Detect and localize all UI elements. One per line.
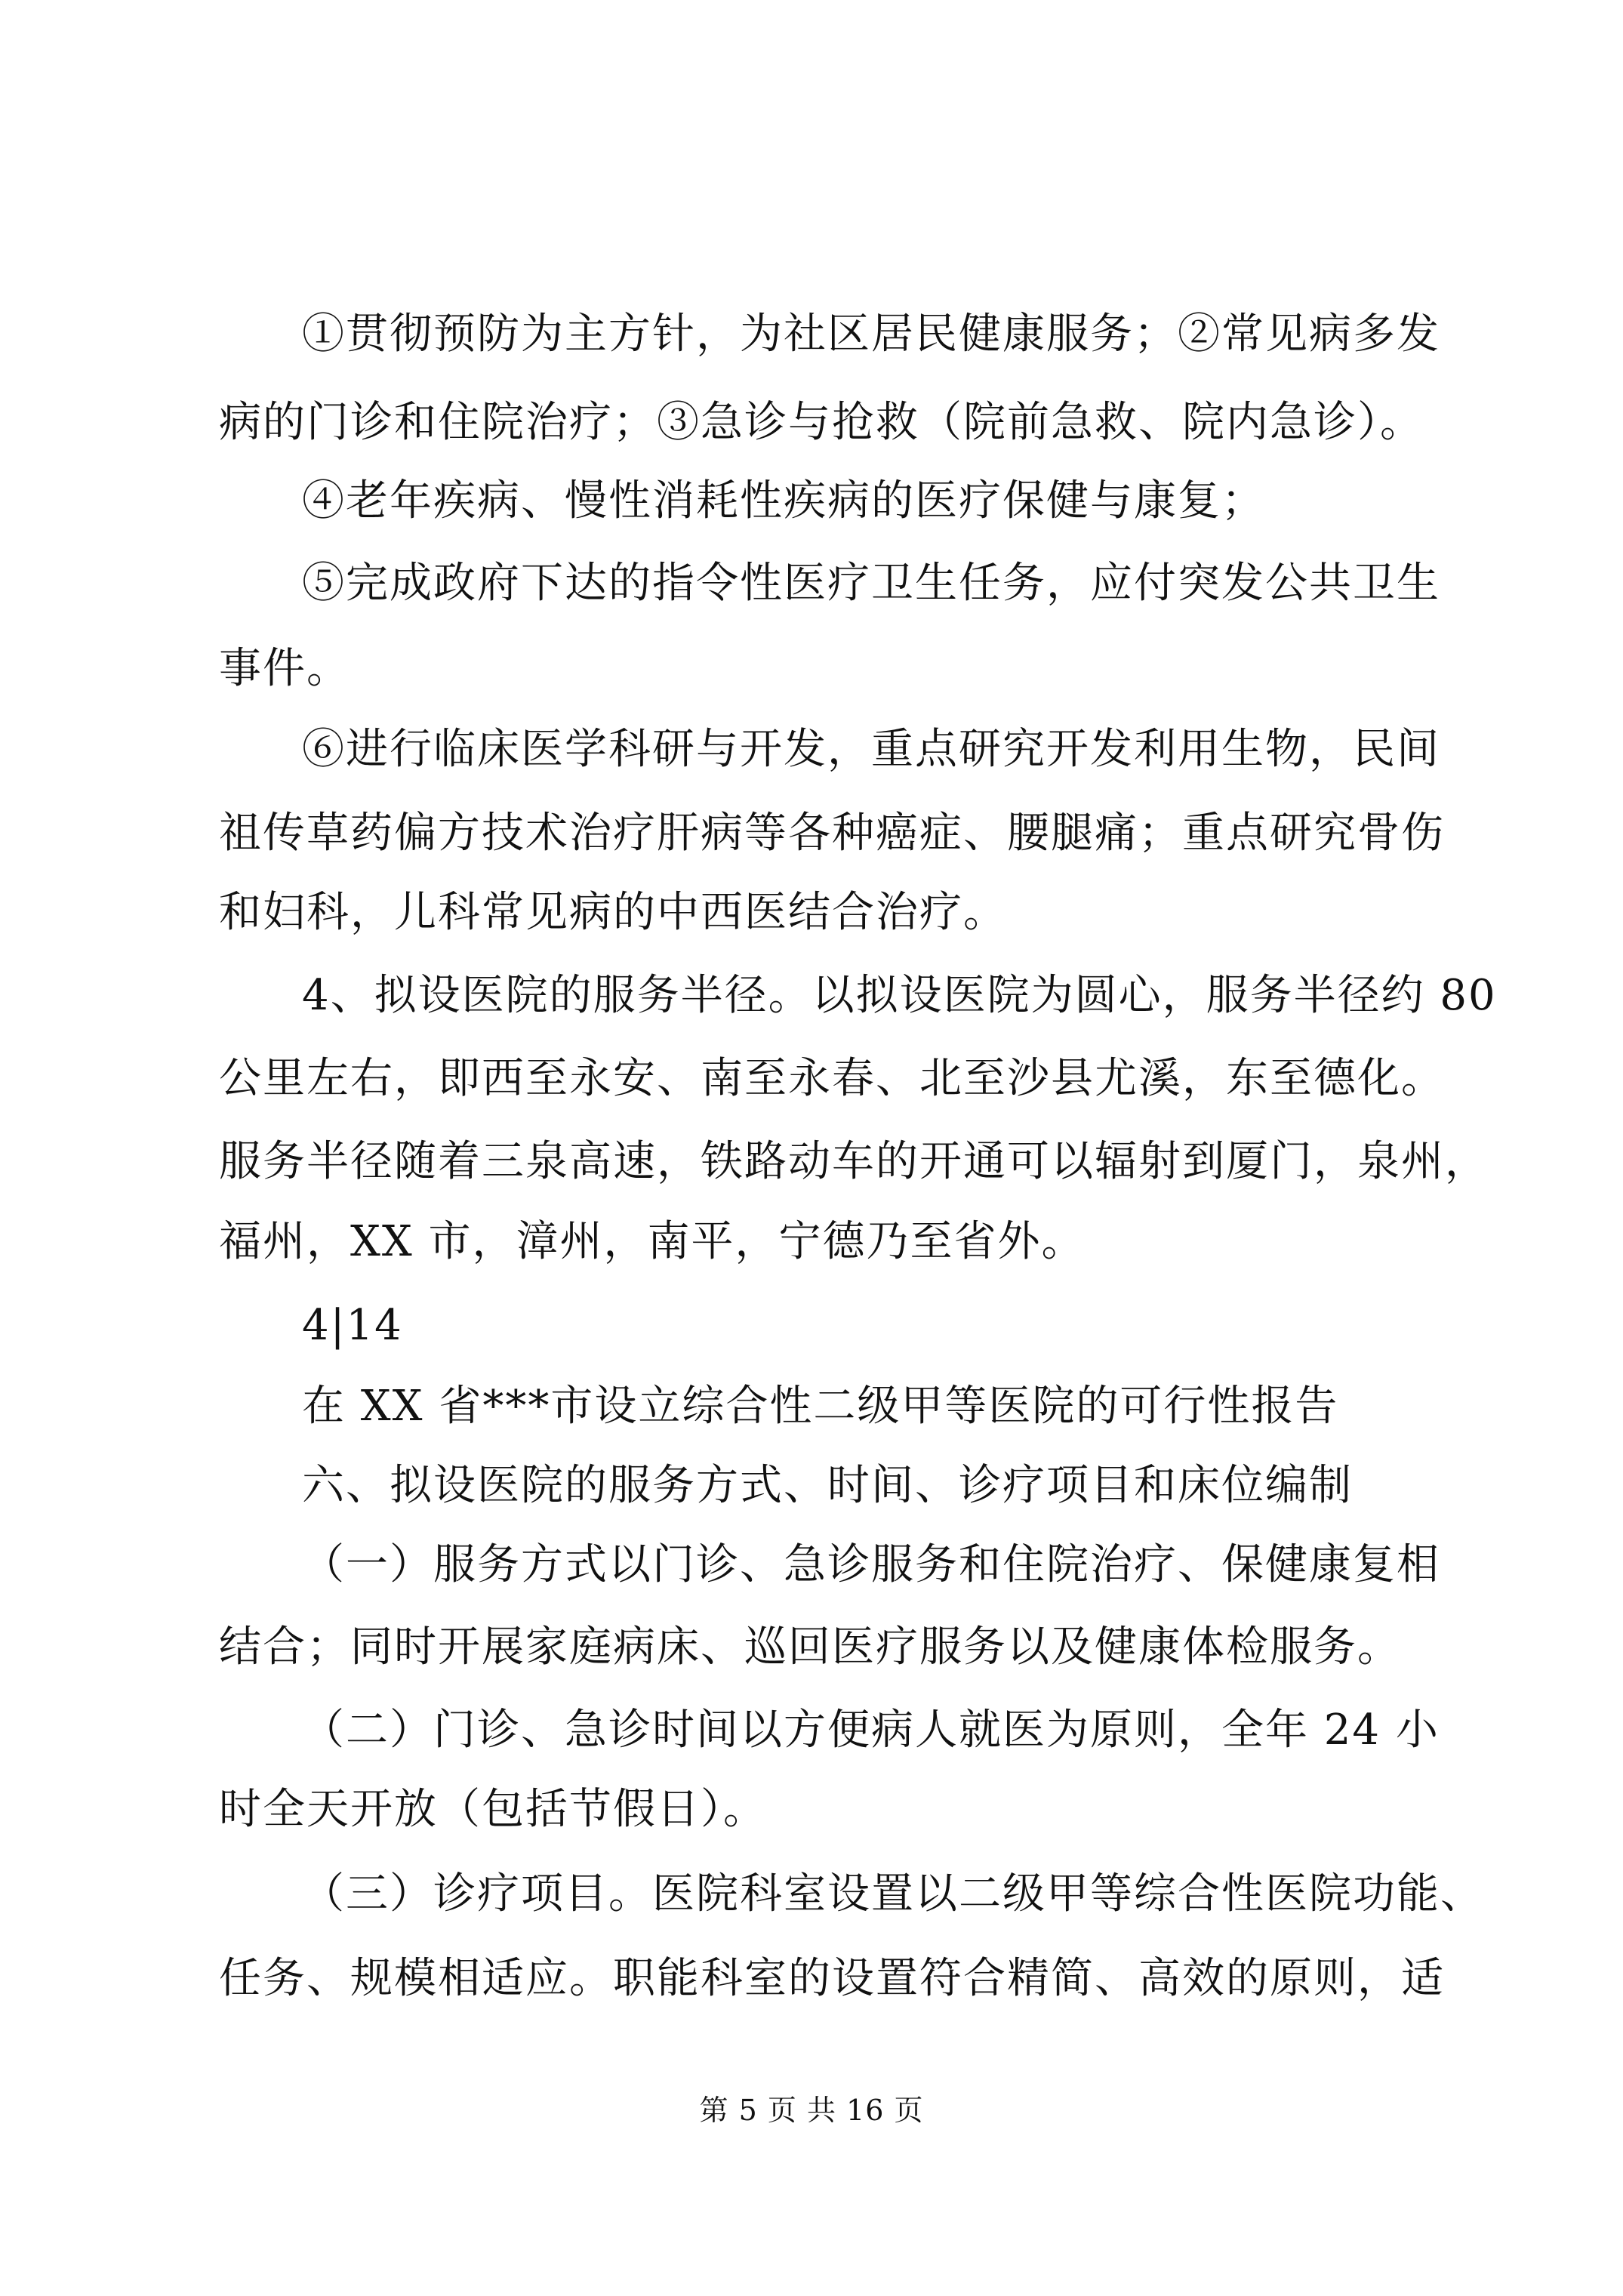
paragraph-line: （二）门诊、急诊时间以方便病人就医为原则，全年 24 小 [302, 1706, 1440, 1755]
paragraph-line: 病的门诊和住院治疗；③急诊与抢救（院前急救、院内急诊）。 [219, 398, 1424, 447]
paragraph-line: ⑤完成政府下达的指令性医疗卫生任务，应付突发公共卫生 [302, 559, 1440, 608]
paragraph-line: 祖传草药偏方技术治疗肝病等各种癌症、腰腿痛；重点研究骨伤 [219, 809, 1445, 858]
paragraph-line: ⑥进行临床医学科研与开发，重点研究开发利用生物，民间 [302, 725, 1440, 774]
paragraph-line: （三）诊疗项目。医院科室设置以二级甲等综合性医院功能、 [302, 1869, 1484, 1918]
report-title: 在 XX 省***市设立综合性二级甲等医院的可行性报告 [302, 1382, 1339, 1431]
paragraph-line: 公里左右，即西至永安、南至永春、北至沙县尤溪，东至德化。 [219, 1054, 1445, 1103]
paragraph-line: 结合；同时开展家庭病床、巡回医疗服务以及健康体检服务。 [219, 1623, 1401, 1672]
page-marker: 4|14 [302, 1301, 403, 1350]
paragraph-line: ①贯彻预防为主方针，为社区居民健康服务；②常见病多发 [302, 310, 1440, 359]
paragraph-line: 福州，XX 市，漳州，南平，宁德乃至省外。 [219, 1217, 1086, 1266]
paragraph-line: 任务、规模相适应。职能科室的设置符合精简、高效的原则，适 [219, 1954, 1445, 2003]
section-heading: 六、拟设医院的服务方式、时间、诊疗项目和床位编制 [302, 1461, 1353, 1510]
paragraph-line: 和妇科，儿科常见病的中西医结合治疗。 [219, 888, 1007, 937]
paragraph-line: ④老年疾病、慢性消耗性疾病的医疗保健与康复； [302, 476, 1265, 525]
page-number-footer: 第 5 页 共 16 页 [699, 2094, 924, 2127]
paragraph-line: 时全天开放（包括节假日）。 [219, 1785, 767, 1834]
paragraph-line: （一）服务方式以门诊、急诊服务和住院治疗、保健康复相 [302, 1540, 1440, 1589]
paragraph-line: 4、拟设医院的服务半径。以拟设医院为圆心，服务半径约 80 [302, 971, 1497, 1020]
paragraph-line: 事件。 [219, 644, 350, 693]
paragraph-line: 服务半径随着三泉高速，铁路动车的开通可以辐射到厦门，泉州， [219, 1137, 1489, 1186]
